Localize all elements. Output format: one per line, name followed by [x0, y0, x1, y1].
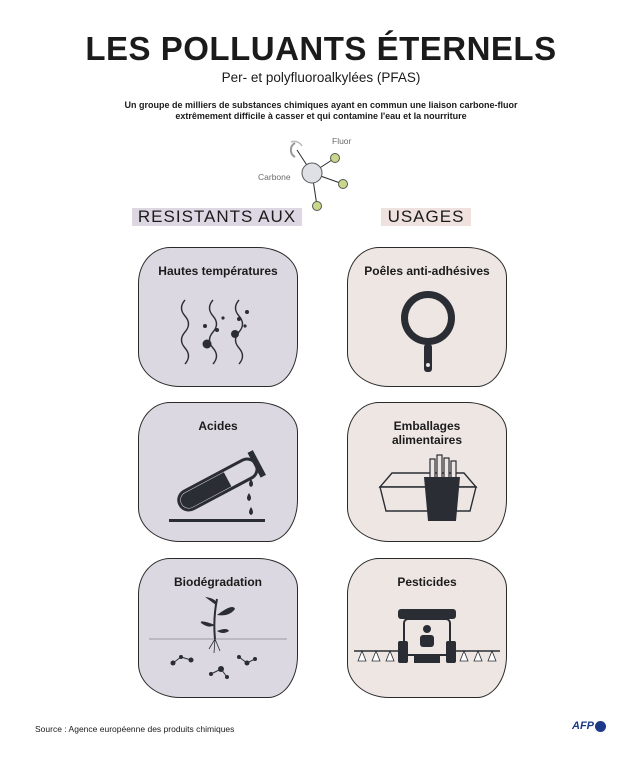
card-label: Hautes températures: [158, 264, 278, 278]
tractor-sprayer-icon: [348, 559, 506, 697]
molecule-diagram: [255, 133, 365, 218]
card-label-line-1: Emballages: [393, 419, 461, 433]
page-title: LES POLLUANTS ÉTERNELS: [85, 30, 557, 67]
card-label-line-2: alimentaires: [391, 433, 463, 447]
card-biodegradation: [138, 558, 298, 698]
card-label: Pesticides: [397, 575, 457, 589]
card-label: Acides: [198, 419, 238, 433]
card-label: Biodégradation: [173, 575, 262, 589]
frying-pan-icon: [348, 248, 506, 386]
card-label: Poêles anti-adhésives: [364, 264, 490, 278]
food-packaging-icon: [348, 403, 506, 541]
afp-logo-dot-icon: [595, 721, 606, 732]
card-emballages: [347, 402, 507, 542]
card-hautes-temperatures: [138, 247, 298, 387]
card-pesticides: [347, 558, 507, 698]
description-line-2: extrêmement difficile à casser et qui contamine l'eau et la nourriture: [175, 111, 467, 121]
description: [120, 100, 522, 122]
heat-waves-icon: [139, 248, 297, 386]
afp-logo: AFP: [572, 720, 594, 732]
usages-title: USAGES: [381, 208, 471, 226]
card-acides: [138, 402, 298, 542]
test-tube-icon: [139, 403, 297, 541]
fluor-label: Fluor: [332, 136, 352, 146]
carbone-label: Carbone: [258, 172, 291, 182]
page-subtitle: Per- et polyfluoroalkylées (PFAS): [221, 70, 421, 85]
resistants-title: RESISTANTS AUX: [132, 208, 302, 226]
plant-icon: [139, 559, 297, 697]
source-text: Source : Agence européenne des produits chimiques: [35, 724, 235, 734]
description-line-1: Un groupe de milliers de substances chimiques ayant en commun une liaison carbone-fluor: [124, 100, 518, 110]
card-poeles: [347, 247, 507, 387]
